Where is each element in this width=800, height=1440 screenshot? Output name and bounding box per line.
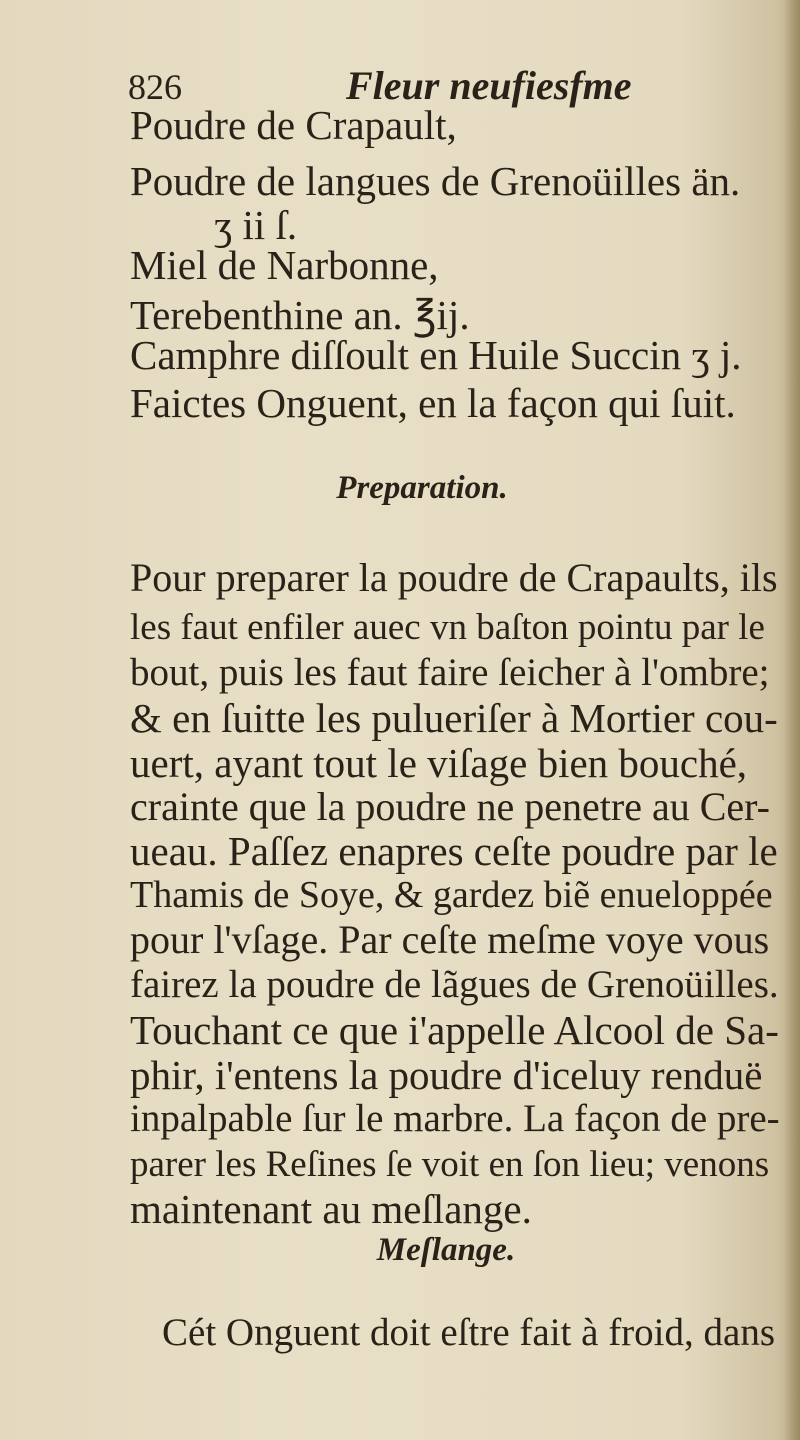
paragraph-line: inpalpable ſur le marbre. La façon de pre- [130,1097,780,1140]
section-heading-meslange: Meſlange. [376,1232,516,1268]
paragraph-line: phir, i'entens la poudre d'iceluy renduë [130,1052,763,1098]
section-heading-preparation: Preparation. [336,470,508,506]
recipe-line: Poudre de langues de Grenoüilles än. [130,158,741,204]
recipe-line: Terebenthine an. ℥ij. [130,292,470,338]
recipe-line: Miel de Narbonne, [130,242,439,288]
paragraph-line: Pour preparer la poudre de Crapaults, ils [130,555,778,600]
recipe-line: Faictes Onguent, en la façon qui ſuit. [130,380,736,426]
running-title: Fleur neufiesfme [346,63,632,108]
paragraph-line: Thamis de Soye, & gardez biẽ enueloppée [130,874,773,916]
paragraph-line: Cét Onguent doit eſtre fait à froid, dans [162,1311,775,1354]
paragraph-line: ueau. Paſſez enapres ceſte poudre par le [130,828,778,874]
paragraph-line: Touchant ce que i'appelle Alcool de Sa- [130,1007,779,1053]
page-edge-shadow [784,0,800,1440]
paragraph-line: & en ſuitte les pulueriſer à Mortier cou- [130,695,778,741]
recipe-line: Camphre diſſoult en Huile Succin ʒ j. [130,332,742,378]
page-number: 826 [128,67,182,107]
paragraph-line: crainte que la poudre ne penetre au Cer- [130,784,770,829]
paragraph-line: uert, ayant tout le viſage bien bouché, [130,740,748,786]
recipe-line: Poudre de Crapault, [130,102,457,148]
paragraph-line: les faut enfiler auec vn baſton pointu par le [130,607,765,648]
paragraph-line: bout, puis les faut faire ſeicher à l'ombre; [130,651,770,694]
paragraph-line: maintenant au meſlange. [130,1186,532,1232]
paragraph-line: pour l'vſage. Par ceſte meſme voye vous [130,917,770,962]
paragraph-line: parer les Reſines ſe voit en ſon lieu; venons [130,1144,770,1185]
paragraph-line: fairez la poudre de lãgues de Grenoüilles. [130,963,779,1006]
recipe-line: ʒ ii ſ. [214,202,298,248]
